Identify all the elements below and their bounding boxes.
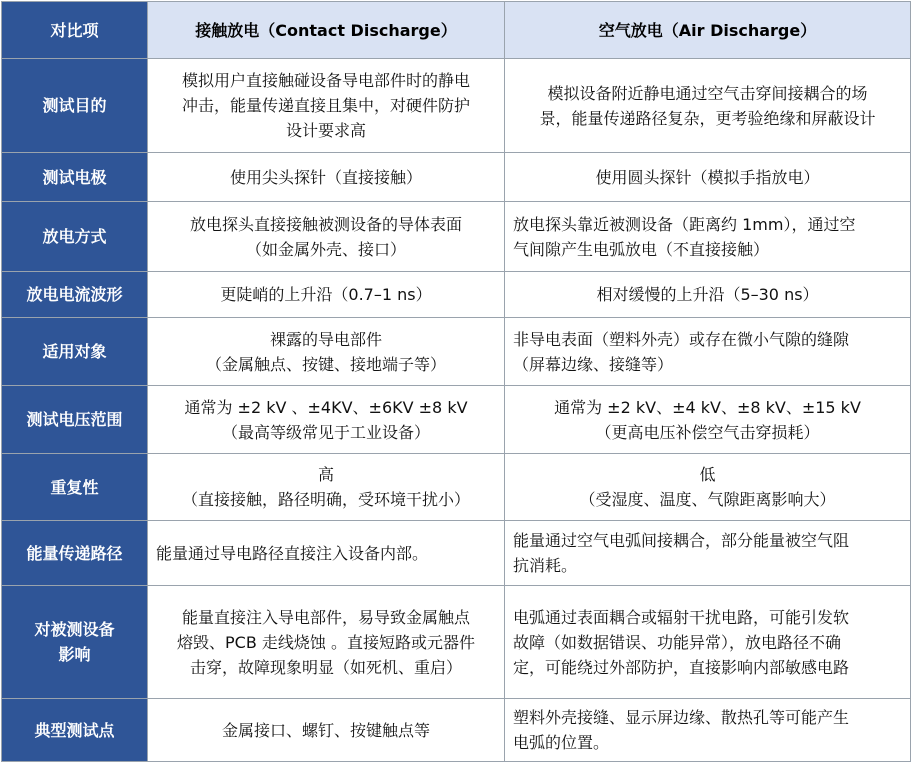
table-row [2,59,911,153]
row-label: 放电电流波形 [2,272,148,318]
air-cell: 塑料外壳接缝、显示屏边缘、散热孔等可能产生 电弧的位置。 [505,699,911,762]
table-row [2,272,911,318]
row-label: 适用对象 [2,318,148,386]
air-cell: 能量通过空气电弧间接耦合，部分能量被空气阻 抗消耗。 [505,521,911,586]
header-contact-discharge: 接触放电（Contact Discharge） [148,2,505,59]
contact-cell: 使用尖头探针（直接接触） [148,153,505,202]
table-row [2,454,911,521]
table-row [2,586,911,699]
air-cell: 相对缓慢的上升沿（5–30 ns） [505,272,911,318]
air-cell: 非导电表面（塑料外壳）或存在微小气隙的缝隙 （屏幕边缘、接缝等） [505,318,911,386]
contact-cell: 放电探头直接接触被测设备的导体表面 （如金属外壳、接口） [148,202,505,272]
row-label: 典型测试点 [2,699,148,762]
header-label-cell: 对比项 [2,2,148,59]
row-label: 重复性 [2,454,148,521]
row-label: 对被测设备 影响 [2,586,148,699]
table-header-row [2,2,911,59]
table-row [2,386,911,454]
table-row [2,521,911,586]
contact-cell: 金属接口、螺钉、按键触点等 [148,699,505,762]
contact-cell: 能量直接注入导电部件，易导致金属触点 熔毁、PCB 走线烧蚀 。直接短路或元器件 击穿，故障现象明显（如死机、重启） [148,586,505,699]
header-air-discharge: 空气放电（Air Discharge） [505,2,911,59]
row-label: 测试电极 [2,153,148,202]
row-label: 能量传递路径 [2,521,148,586]
air-cell: 通常为 ±2 kV、±4 kV、±8 kV、±15 kV （更高电压补偿空气击穿损耗） [505,386,911,454]
air-cell: 使用圆头探针（模拟手指放电） [505,153,911,202]
contact-cell: 通常为 ±2 kV 、±4KV、±6KV ±8 kV （最高等级常见于工业设备） [148,386,505,454]
contact-cell: 裸露的导电部件 （金属触点、按键、接地端子等） [148,318,505,386]
row-label: 测试目的 [2,59,148,153]
contact-cell: 高 （直接接触，路径明确，受环境干扰小） [148,454,505,521]
contact-cell: 模拟用户直接触碰设备导电部件时的静电 冲击，能量传递直接且集中，对硬件防护 设计要求高 [148,59,505,153]
air-cell: 电弧通过表面耦合或辐射干扰电路，可能引发软 故障（如数据错误、功能异常），放电路径不确 定，可能绕过外部防护，直接影响内部敏感电路 [505,586,911,699]
esd-comparison-table [1,1,911,762]
contact-cell: 能量通过导电路径直接注入设备内部。 [148,521,505,586]
table-row [2,318,911,386]
table-row [2,153,911,202]
row-label: 放电方式 [2,202,148,272]
table-row [2,202,911,272]
air-cell: 放电探头靠近被测设备（距离约 1mm），通过空 气间隙产生电弧放电（不直接接触） [505,202,911,272]
air-cell: 低 （受湿度、温度、气隙距离影响大） [505,454,911,521]
air-cell: 模拟设备附近静电通过空气击穿间接耦合的场 景，能量传递路径复杂，更考验绝缘和屏蔽设计 [505,59,911,153]
row-label: 测试电压范围 [2,386,148,454]
contact-cell: 更陡峭的上升沿（0.7–1 ns） [148,272,505,318]
table-row [2,699,911,762]
